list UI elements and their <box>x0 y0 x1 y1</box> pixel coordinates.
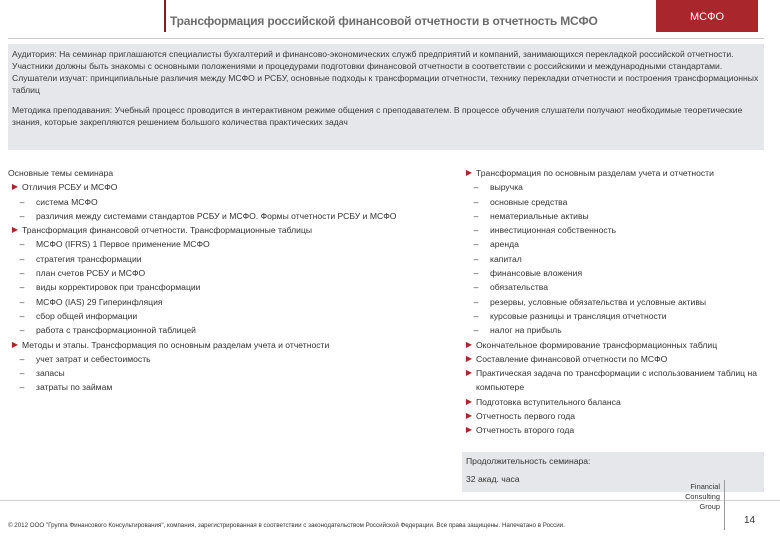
item-text: Практическая задача по трансформации с использованием таблиц на компьютере <box>476 368 758 393</box>
duration-value: 32 акад. часа <box>466 474 520 484</box>
topic-item <box>462 166 762 180</box>
left-topic-list <box>8 180 438 394</box>
bullet-triangle-icon: ▶ <box>11 225 19 235</box>
item-text: затраты по займам <box>36 382 113 393</box>
subtopic-item <box>462 280 762 294</box>
item-text: инвестиционная собственность <box>490 225 617 236</box>
right-column <box>462 166 762 438</box>
section-tag: МСФО <box>656 0 758 32</box>
dash-bullet-icon <box>462 266 490 280</box>
item-text: Трансформация финансовой отчетности. Трансформационные таблицы <box>22 225 313 236</box>
item-text: Отчетность первого года <box>476 411 576 422</box>
item-text: система МСФО <box>36 196 98 207</box>
subtopic-item <box>8 323 438 337</box>
topic-item <box>462 395 762 409</box>
item-text: Трансформация по основным разделам учета и отчетности <box>476 168 714 178</box>
dash-bullet-icon <box>462 323 490 337</box>
duration-label: Продолжительность семинара: <box>466 456 591 466</box>
title-divider <box>8 38 764 39</box>
header <box>0 0 780 40</box>
item-text: запасы <box>36 368 65 379</box>
dash-bullet-icon <box>462 280 490 294</box>
item-text: курсовые разницы и трансляция отчетности <box>490 310 667 321</box>
audience-text: Аудитория: На семинар приглашаются специалисты бухгалтерий и финансово-экономических служб предприятий и компаний, занимающихся перекладкой российской отчетности. Участники должны быть знакомы с основными положениями и процедурами подготовки финансовой отчетности в соответствии с российскими и международными стандартами. Слушатели изучат: принципиальные различия между МСФО и РСБУ, основные подходы к трансформации отчетности, технику перекладки отчетности и построения трансформационных таблиц <box>12 49 759 95</box>
method-text: Методика преподавания: Учебный процесс проводится в интерактивном режиме общения с преподавателем. В процессе обучения слушатели получают необходимые теоретические знания, которые закрепляются решением большого количества практических задач <box>12 105 743 127</box>
topic-item <box>8 223 438 237</box>
topic-item <box>462 423 762 437</box>
subtopic-item <box>462 295 762 309</box>
item-text: финансовые вложения <box>490 268 583 279</box>
dash-bullet-icon <box>8 280 36 294</box>
item-text: нематериальные активы <box>490 210 589 221</box>
subtopic-item <box>462 223 762 237</box>
logo-line: Financial <box>690 482 720 491</box>
left-column <box>8 166 438 395</box>
logo-line: Group <box>699 502 720 511</box>
dash-bullet-icon <box>462 195 490 209</box>
subtopic-item <box>8 195 438 209</box>
subtopic-item <box>462 209 762 223</box>
item-text: капитал <box>490 253 522 264</box>
item-text: Отличия РСБУ и МСФО <box>22 182 118 193</box>
dash-bullet-icon <box>8 309 36 323</box>
bullet-triangle-icon: ▶ <box>11 339 19 349</box>
item-text: различия между системами стандартов РСБУ и МСФО. Формы отчетности РСБУ и МСФО <box>36 210 397 221</box>
dash-bullet-icon <box>8 237 36 251</box>
subtopic-item <box>8 352 438 366</box>
page-number: 14 <box>744 515 756 526</box>
dash-bullet-icon <box>8 266 36 280</box>
dash-bullet-icon <box>462 309 490 323</box>
dash-bullet-icon <box>462 237 490 251</box>
item-text: работа с трансформационной таблицей <box>36 325 196 336</box>
topics-heading: Основные темы семинара <box>8 168 114 178</box>
dash-bullet-icon <box>462 295 490 309</box>
item-text: сбор общей информации <box>36 310 138 321</box>
subtopic-item <box>8 237 438 251</box>
item-text: стратегия трансформации <box>36 253 142 264</box>
bullet-triangle-icon: ▶ <box>465 353 473 363</box>
item-text: учет затрат и себестоимость <box>36 353 151 364</box>
page-title: Трансформация российской финансовой отчетности в отчетность МСФО <box>170 14 598 28</box>
logo-line: Consulting <box>685 492 720 501</box>
logo-divider <box>724 480 725 530</box>
subtopic-item <box>8 209 438 223</box>
subtopic-item <box>462 252 762 266</box>
bullet-triangle-icon: ▶ <box>465 411 473 421</box>
topic-item <box>462 352 762 366</box>
dash-bullet-icon <box>8 380 36 394</box>
dash-bullet-icon <box>462 252 490 266</box>
subtopic-item <box>462 309 762 323</box>
item-text: Отчетность второго года <box>476 425 575 436</box>
bullet-triangle-icon: ▶ <box>465 425 473 435</box>
item-text: налог на прибыль <box>490 325 562 336</box>
footer-divider <box>0 500 780 501</box>
topic-item <box>8 338 438 352</box>
item-text: МСФО (IFRS) 1 Первое применение МСФО <box>36 239 210 250</box>
item-text: МСФО (IAS) 29 Гиперинфляция <box>36 296 163 307</box>
item-text: Подготовка вступительного баланса <box>476 396 621 407</box>
item-text: Составление финансовой отчетности по МСФО <box>476 353 668 364</box>
subtopic-item <box>462 180 762 194</box>
topic-item <box>462 366 762 395</box>
dash-bullet-icon <box>8 295 36 309</box>
subtopic-item <box>8 252 438 266</box>
dash-bullet-icon <box>462 180 490 194</box>
title-accent-bar <box>164 0 166 32</box>
bullet-triangle-icon: ▶ <box>11 182 19 192</box>
subtopic-item <box>8 295 438 309</box>
item-text: Методы и этапы. Трансформация по основным разделам учета и отчетности <box>22 339 330 350</box>
item-text: виды корректировок при трансформации <box>36 282 201 293</box>
left-heading <box>8 166 438 180</box>
subtopic-item <box>8 280 438 294</box>
subtopic-item <box>462 195 762 209</box>
item-text: резервы, условные обязательства и условные активы <box>490 296 707 307</box>
dash-bullet-icon <box>8 323 36 337</box>
copyright-text: © 2012 ООО "Группа Финансового Консультирования", компания, зарегистрированная в соответствии с законодательством Российской Федерации. Все права защищены. Напечатано в России. <box>8 522 565 529</box>
right-topic-list <box>462 166 762 438</box>
subtopic-item <box>8 309 438 323</box>
bullet-triangle-icon: ▶ <box>465 339 473 349</box>
subtopic-item <box>462 323 762 337</box>
bullet-triangle-icon: ▶ <box>465 168 473 177</box>
item-text: выручка <box>490 182 523 193</box>
dash-bullet-icon <box>8 366 36 380</box>
item-text: план счетов РСБУ и МСФО <box>36 268 146 279</box>
intro-box <box>8 44 764 150</box>
item-text: аренда <box>490 239 519 250</box>
topic-item <box>8 180 438 194</box>
subtopic-item <box>462 237 762 251</box>
dash-bullet-icon <box>8 352 36 366</box>
company-logo <box>672 482 720 512</box>
item-text: обязательства <box>490 282 549 293</box>
item-text: основные средства <box>490 196 568 207</box>
topic-item <box>462 409 762 423</box>
subtopic-item <box>8 266 438 280</box>
subtopic-item <box>8 366 438 380</box>
bullet-triangle-icon: ▶ <box>465 368 473 378</box>
dash-bullet-icon <box>8 252 36 266</box>
dash-bullet-icon <box>462 223 490 237</box>
topic-item <box>462 338 762 352</box>
subtopic-item <box>8 380 438 394</box>
subtopic-item <box>462 266 762 280</box>
dash-bullet-icon <box>8 209 36 223</box>
item-text: Окончательное формирование трансформационных таблиц <box>476 339 718 350</box>
dash-bullet-icon <box>462 209 490 223</box>
bullet-triangle-icon: ▶ <box>465 396 473 406</box>
dash-bullet-icon <box>8 195 36 209</box>
